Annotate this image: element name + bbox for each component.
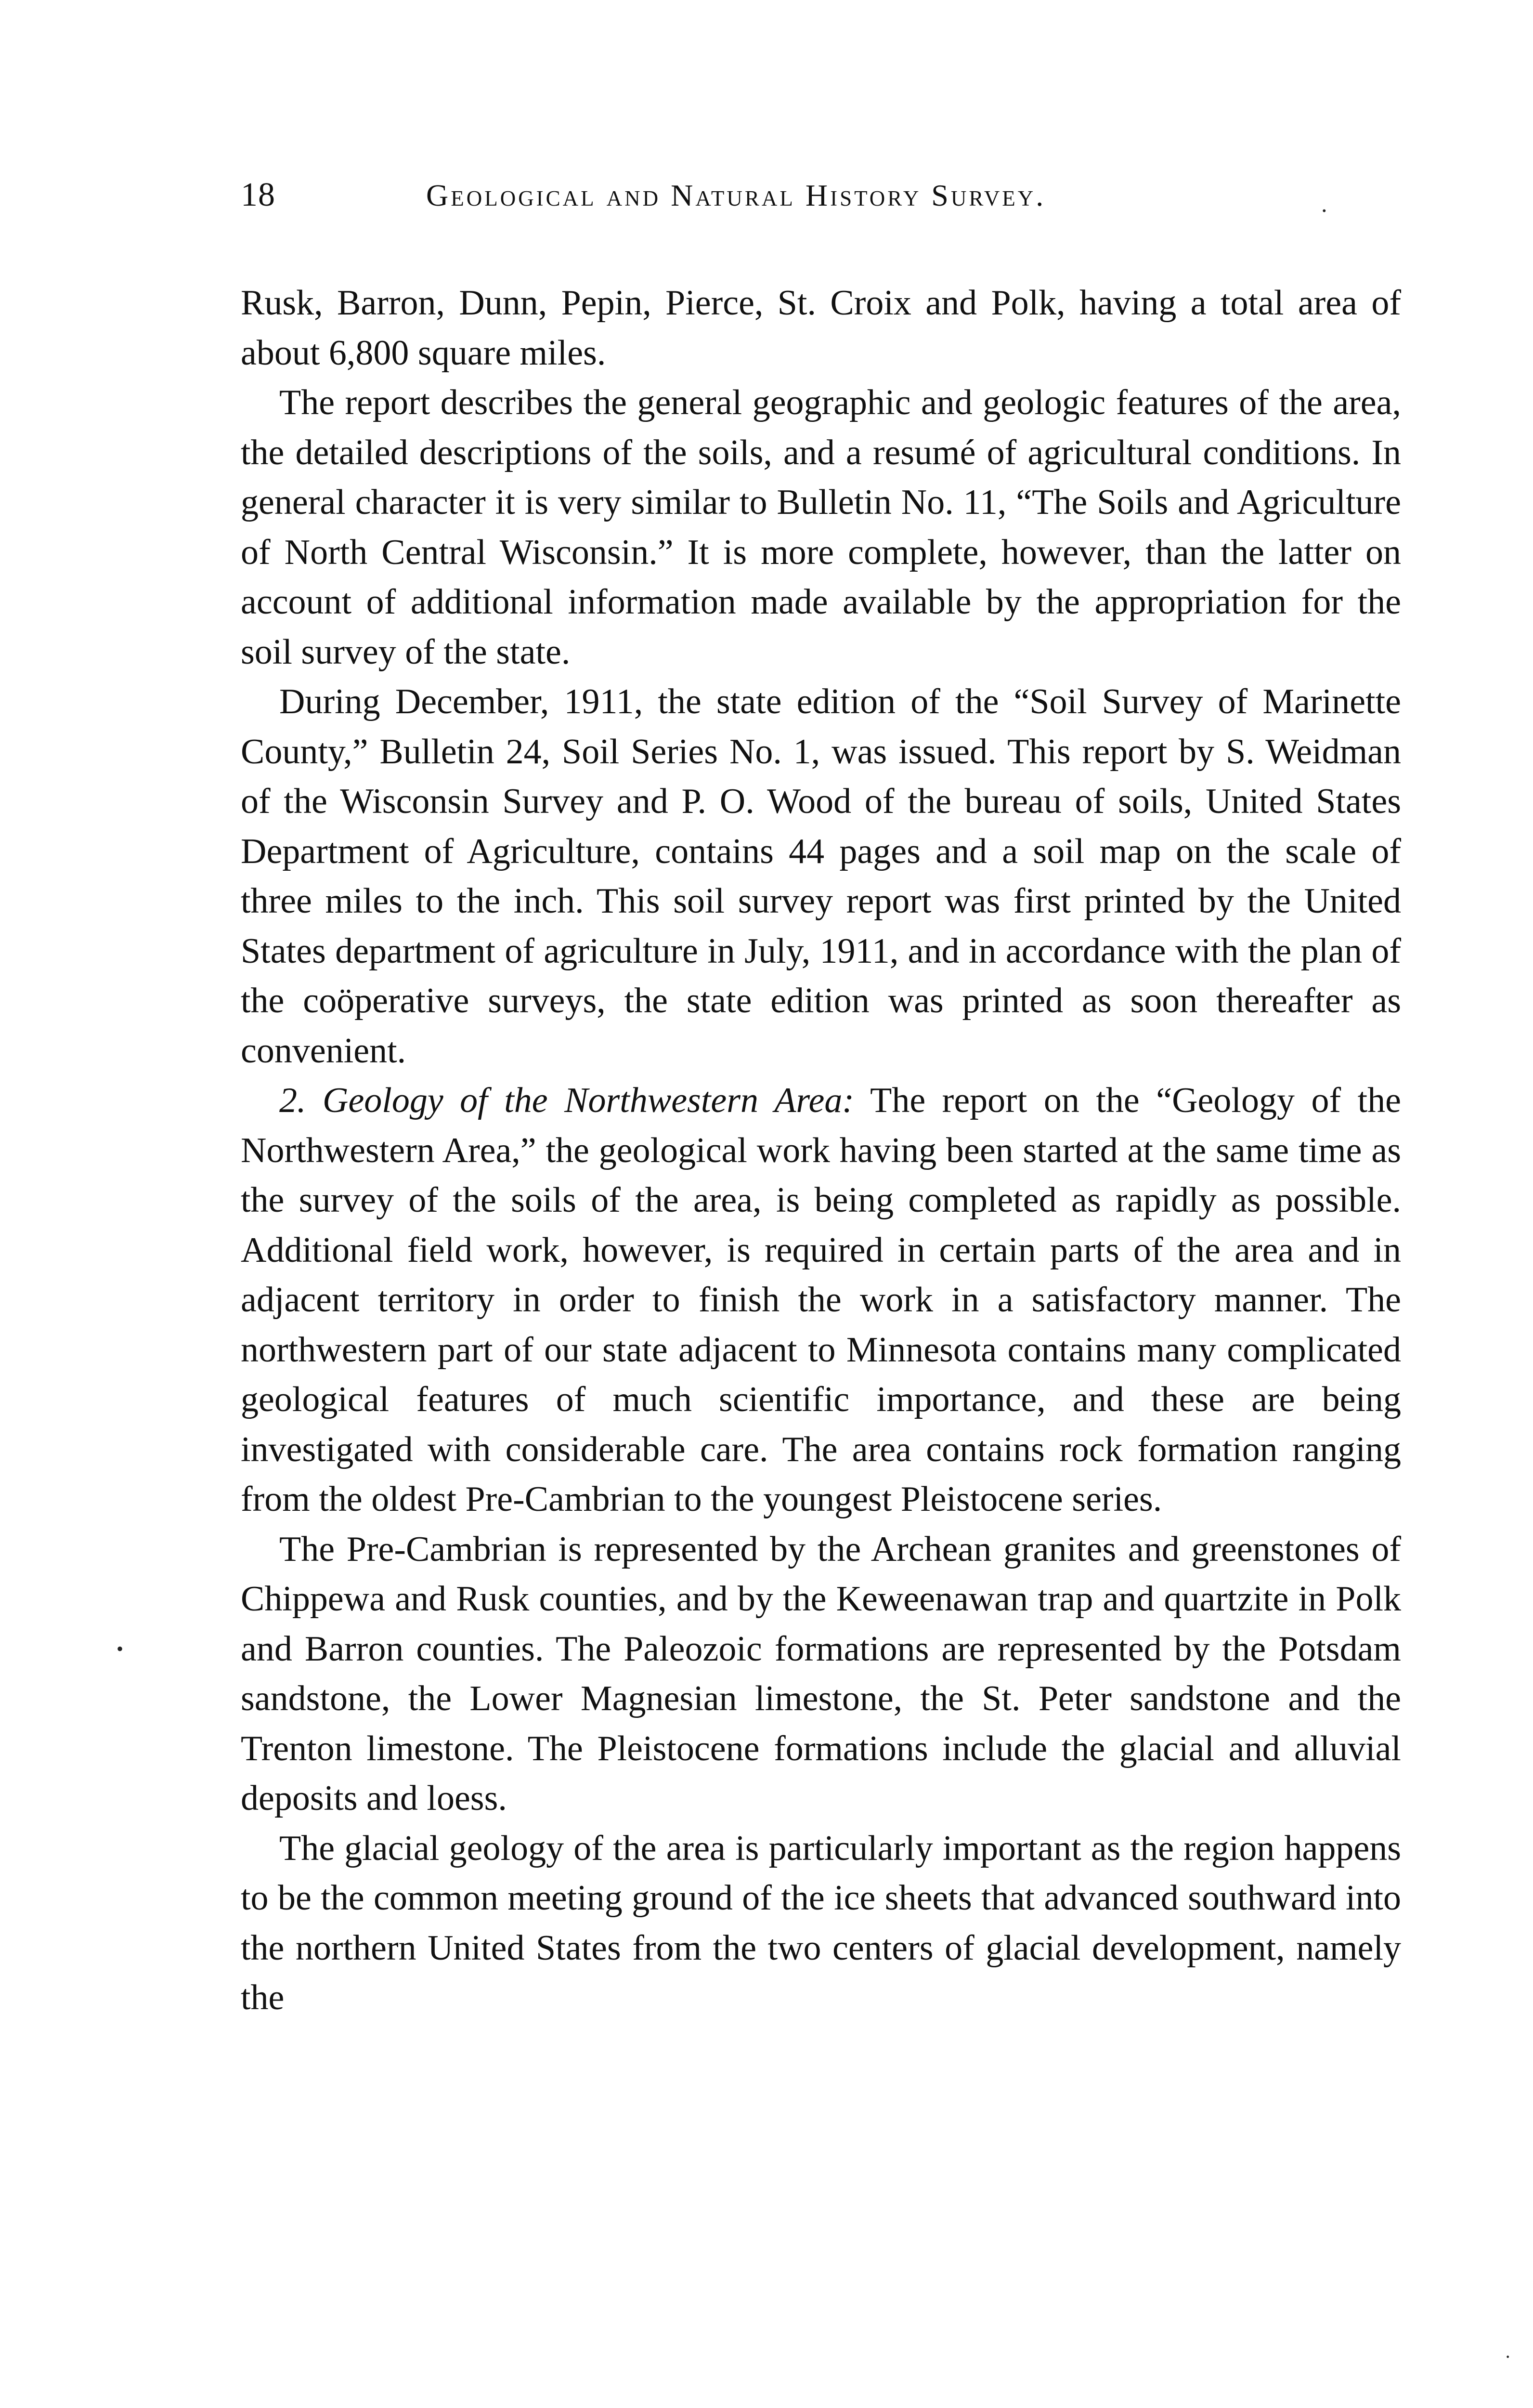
stray-mark-corner: · <box>1505 2346 1511 2368</box>
running-head: Geological and Natural History Survey. <box>426 178 1046 212</box>
paragraph-continued: Rusk, Barron, Dunn, Pepin, Pierce, St. Croix and Polk, having a total area of about 6,800 square miles. <box>241 283 1401 373</box>
section-body-text: The report on the “Geology of the Northwestern Area,” the geological work having been started at the same time as the survey of the soils of the area, is being completed as rapidly as possible. Additional field work, however, is required in certain parts of the area and in adjacent territory in order to finish the work in a satisfactory manner. The northwestern part of our state adjacent to Minnesota contains many complicated geological features of much scientific importance, and these are being investigated with considerable care. The area contains rock formation ranging from the oldest Pre-Cambrian to the youngest Pleistocene series. <box>241 1081 1401 1519</box>
stray-mark-header: · <box>1320 197 1328 224</box>
page-number: 18 <box>241 176 275 213</box>
paragraph-marinette-survey: During December, 1911, the state edition of the “Soil Survey of Marinette County,” Bulletin 24, Soil Series No. 1, was issued. This report by S. Weidman of the Wisconsin Survey and P. O. Wood of the bureau of soils, United States Department of Agriculture, contains 44 pages and a soil map on the scale of three miles to the inch. This soil survey report was first printed by the United States department of agriculture in July, 1911, and in accordance with the plan of the coöperative surveys, the state edition was printed as soon thereafter as convenient. <box>241 682 1401 1071</box>
stray-mark-margin: • <box>117 1638 124 1660</box>
paragraph-pre-cambrian: The Pre-Cambrian is represented by the Archean granites and greenstones of Chippewa and Rusk counties, and by the Keweenawan trap and quartzite in Polk and Barron counties. The Paleozoic formations are represented by the Potsdam sandstone, the Lower Magnesian limestone, the St. Peter sandstone and the Trenton limestone. The Pleistocene formations include the glacial and alluvial deposits and loess. <box>241 1529 1401 1818</box>
paragraph-report-description: The report describes the general geographic and geologic features of the area, the detailed descriptions of the soils, and a resumé of agricultural conditions. In general character it is very similar to Bulletin No. 11, “The Soils and Agriculture of North Central Wisconsin.” It is more complete, however, than the latter on account of additional information made available by the appropriation for the soil survey of the state. <box>241 383 1401 672</box>
paragraph-northwestern-geology <box>241 1076 1401 1525</box>
section-lead-title: 2. Geology of the Northwestern Area: <box>279 1081 854 1120</box>
body-text <box>241 278 1401 2023</box>
page-header <box>241 176 1411 234</box>
paragraph-glacial-geology: The glacial geology of the area is particularly important as the region happens to be the common meeting ground of the ice sheets that advanced southward into the northern United States from the two centers of glacial development, namely the <box>241 1828 1401 2017</box>
